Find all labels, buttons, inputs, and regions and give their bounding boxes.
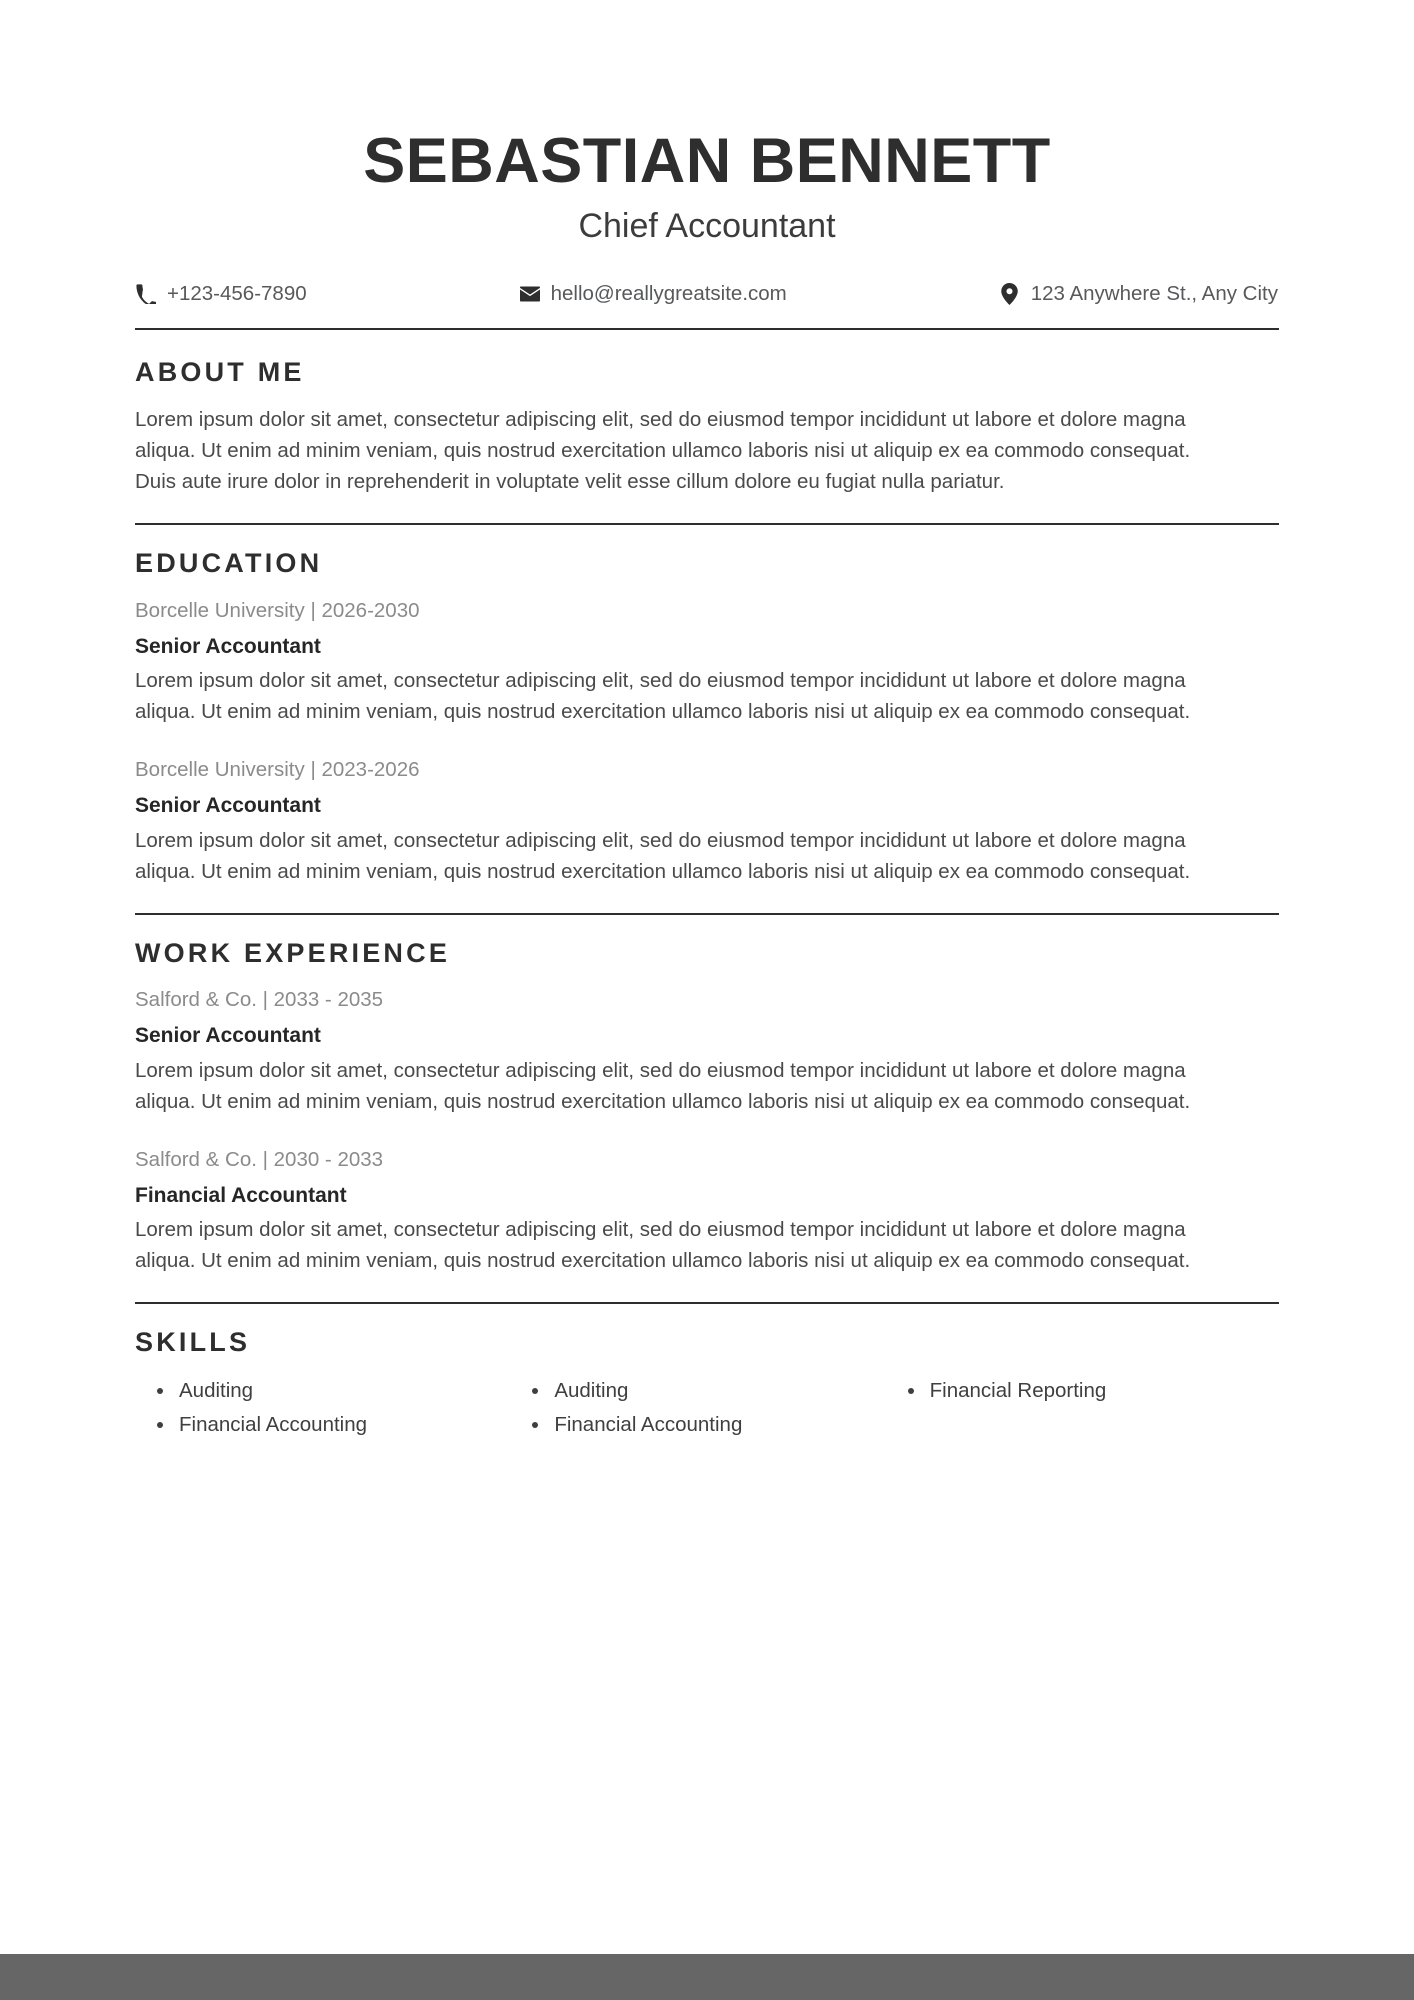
- work-entry-meta: Salford & Co. | 2033 - 2035: [135, 988, 384, 1012]
- section-skills: [135, 1304, 1279, 1443]
- job-title: Chief Accountant: [578, 207, 836, 246]
- section-work-experience: [135, 915, 1279, 1277]
- skills-column-1: [153, 1375, 528, 1443]
- page-title: SEBASTIAN BENNETT: [363, 126, 1051, 196]
- skills-column-3: [904, 1375, 1279, 1443]
- education-entry-description: Lorem ipsum dolor sit amet, consectetur adipiscing elit, sed do eiusmod tempor incididunt ut labore et dolore magna aliqua. Ut enim ad minim veniam, quis nostrud exercitation ullamco laboris nisi ut aliquip ex ea commodo consequat.: [135, 828, 1191, 883]
- contact-phone[interactable]: [136, 282, 307, 306]
- section-title-about-me: ABOUT ME: [135, 356, 305, 387]
- contact-address[interactable]: [1000, 282, 1278, 306]
- spacer: [135, 1276, 1279, 1302]
- education-entry-meta: Borcelle University | 2023-2026: [135, 758, 420, 782]
- education-entry: [135, 755, 1279, 887]
- section-education: [135, 525, 1279, 887]
- spacer: [135, 887, 1279, 913]
- skill-item: Financial Accounting: [528, 1409, 903, 1440]
- skill-item: Auditing: [528, 1375, 903, 1406]
- education-entry: [135, 596, 1279, 728]
- skill-item: Financial Accounting: [153, 1409, 528, 1440]
- contact-row: [135, 282, 1279, 306]
- contact-phone-label: +123-456-7890: [167, 281, 307, 305]
- section-title-work-experience: WORK EXPERIENCE: [135, 937, 451, 968]
- education-entry-role: Senior Accountant: [135, 634, 321, 658]
- work-entry: [135, 1145, 1279, 1277]
- work-entry-meta: Salford & Co. | 2030 - 2033: [135, 1147, 384, 1171]
- section-about-me: [135, 330, 1279, 498]
- work-entry-role: Financial Accountant: [135, 1183, 347, 1207]
- skills-grid: [135, 1375, 1279, 1443]
- phone-icon: [136, 283, 156, 305]
- resume-header: [135, 0, 1279, 246]
- skill-item: Auditing: [153, 1375, 528, 1406]
- footer-bar: [0, 1954, 1414, 2000]
- contact-email-label: hello@reallygreatsite.com: [550, 281, 787, 305]
- skill-item: Financial Reporting: [904, 1375, 1279, 1406]
- section-title-education: EDUCATION: [135, 548, 323, 579]
- about-me-text: Lorem ipsum dolor sit amet, consectetur adipiscing elit, sed do eiusmod tempor incididunt ut labore et dolore magna aliqua. Ut enim ad minim veniam, quis nostrud exercitation ullamco laboris nisi ut aliquip ex ea commodo consequat. Duis aute irure dolor in reprehenderit in voluptate velit esse cillum dolore eu fugiat nulla pariatur.: [135, 407, 1191, 494]
- skills-column-2: [528, 1375, 903, 1443]
- education-entry-description: Lorem ipsum dolor sit amet, consectetur adipiscing elit, sed do eiusmod tempor incididunt ut labore et dolore magna aliqua. Ut enim ad minim veniam, quis nostrud exercitation ullamco laboris nisi ut aliquip ex ea commodo consequat.: [135, 669, 1191, 724]
- work-entry: [135, 985, 1279, 1117]
- work-entry-description: Lorem ipsum dolor sit amet, consectetur adipiscing elit, sed do eiusmod tempor incididunt ut labore et dolore magna aliqua. Ut enim ad minim veniam, quis nostrud exercitation ullamco laboris nisi ut aliquip ex ea commodo consequat.: [135, 1218, 1191, 1273]
- location-pin-icon: [1000, 283, 1020, 305]
- work-entry-description: Lorem ipsum dolor sit amet, consectetur adipiscing elit, sed do eiusmod tempor incididunt ut labore et dolore magna aliqua. Ut enim ad minim veniam, quis nostrud exercitation ullamco laboris nisi ut aliquip ex ea commodo consequat.: [135, 1058, 1191, 1113]
- section-title-skills: SKILLS: [135, 1327, 251, 1358]
- contact-email[interactable]: [520, 282, 787, 306]
- contact-address-label: 123 Anywhere St., Any City: [1030, 281, 1278, 305]
- work-entry-role: Senior Accountant: [135, 1024, 321, 1048]
- education-entry-role: Senior Accountant: [135, 794, 321, 818]
- email-icon: [520, 283, 540, 305]
- education-entry-meta: Borcelle University | 2026-2030: [135, 598, 420, 622]
- spacer: [135, 497, 1279, 523]
